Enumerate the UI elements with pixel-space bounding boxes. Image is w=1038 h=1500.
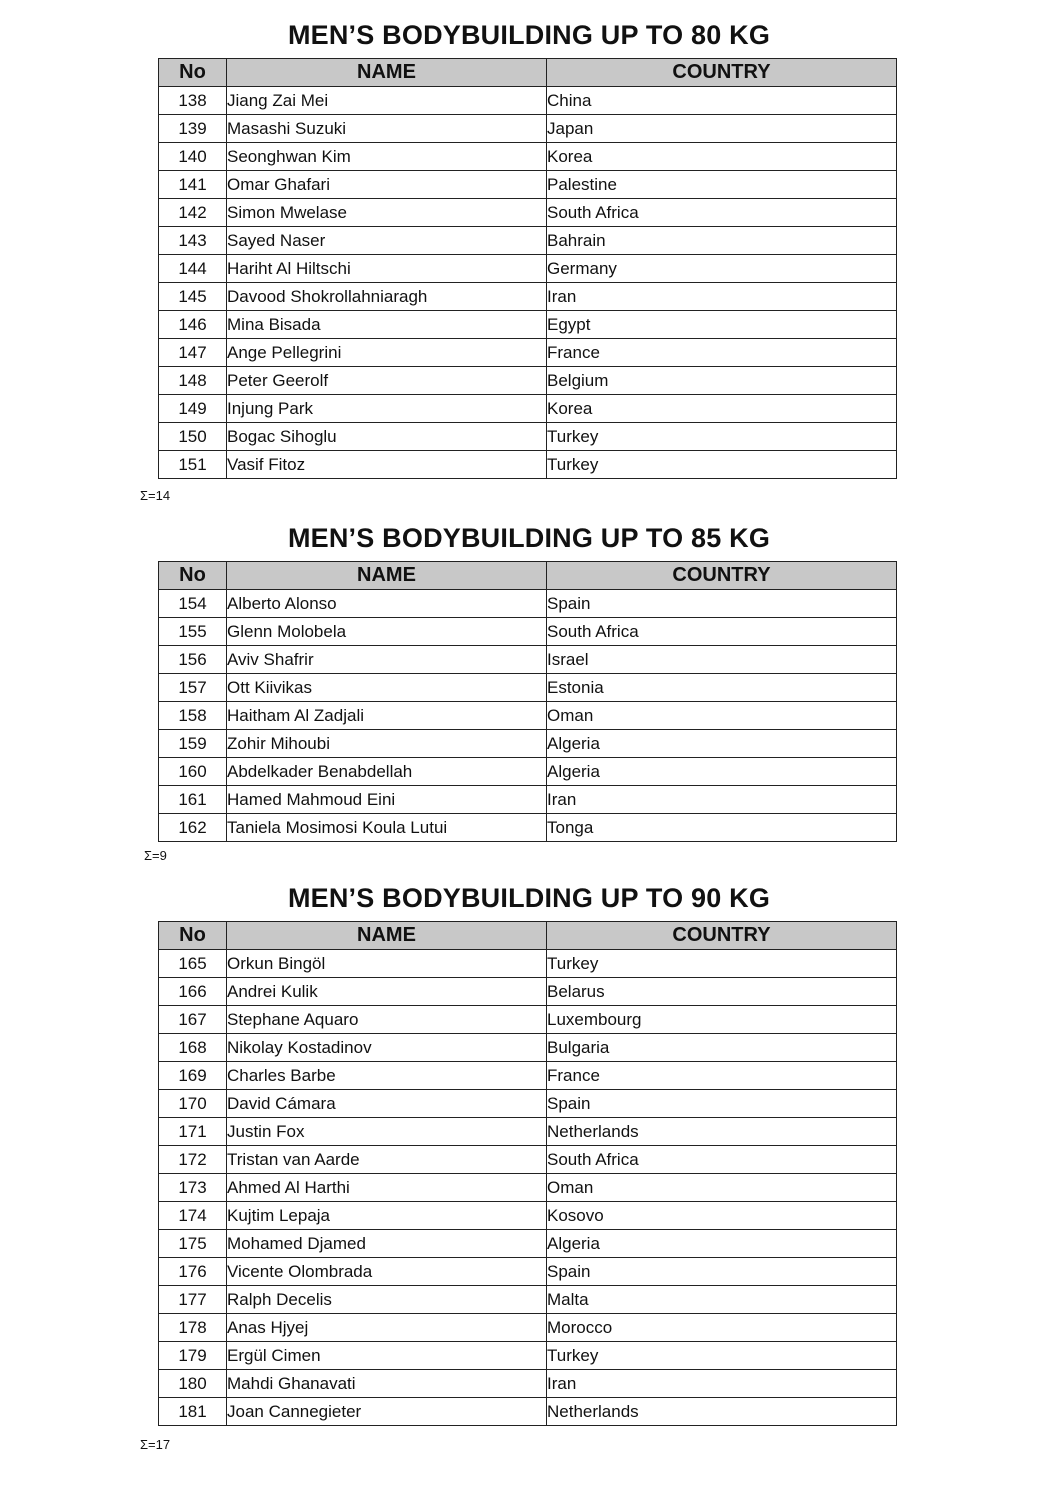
cell-no: 149 xyxy=(159,395,227,423)
cell-name: Alberto Alonso xyxy=(227,590,547,618)
table-row xyxy=(159,1146,897,1174)
table-row xyxy=(159,1370,897,1398)
cell-country: Israel xyxy=(547,646,897,674)
cell-country: Tonga xyxy=(547,814,897,842)
cell-no: 168 xyxy=(159,1034,227,1062)
roster-table xyxy=(158,921,897,1426)
cell-name: Anas Hjyej xyxy=(227,1314,547,1342)
cell-country: Oman xyxy=(547,702,897,730)
cell-country: Bulgaria xyxy=(547,1034,897,1062)
cell-country: Estonia xyxy=(547,674,897,702)
cell-name: Charles Barbe xyxy=(227,1062,547,1090)
table-row xyxy=(159,702,897,730)
cell-no: 144 xyxy=(159,255,227,283)
cell-name: Joan Cannegieter xyxy=(227,1398,547,1426)
cell-country: Turkey xyxy=(547,1342,897,1370)
cell-name: Stephane Aquaro xyxy=(227,1006,547,1034)
cell-no: 158 xyxy=(159,702,227,730)
cell-no: 138 xyxy=(159,87,227,115)
cell-country: Japan xyxy=(547,115,897,143)
table-row xyxy=(159,311,897,339)
cell-country: Algeria xyxy=(547,730,897,758)
cell-no: 171 xyxy=(159,1118,227,1146)
table-row xyxy=(159,674,897,702)
header-name: NAME xyxy=(227,562,547,590)
cell-no: 180 xyxy=(159,1370,227,1398)
cell-no: 172 xyxy=(159,1146,227,1174)
cell-name: Vicente Olombrada xyxy=(227,1258,547,1286)
table-row xyxy=(159,451,897,479)
cell-no: 160 xyxy=(159,758,227,786)
table-row xyxy=(159,646,897,674)
cell-no: 177 xyxy=(159,1286,227,1314)
category-section-80kg xyxy=(0,18,1038,503)
cell-name: Injung Park xyxy=(227,395,547,423)
table-row xyxy=(159,423,897,451)
cell-name: Bogac Sihoglu xyxy=(227,423,547,451)
cell-country: Morocco xyxy=(547,1314,897,1342)
table-row xyxy=(159,227,897,255)
cell-no: 161 xyxy=(159,786,227,814)
cell-no: 170 xyxy=(159,1090,227,1118)
cell-no: 175 xyxy=(159,1230,227,1258)
cell-country: Netherlands xyxy=(547,1118,897,1146)
cell-name: Abdelkader Benabdellah xyxy=(227,758,547,786)
cell-name: David Cámara xyxy=(227,1090,547,1118)
cell-name: Tristan van Aarde xyxy=(227,1146,547,1174)
table-row xyxy=(159,590,897,618)
cell-country: Iran xyxy=(547,786,897,814)
cell-name: Zohir Mihoubi xyxy=(227,730,547,758)
table-row xyxy=(159,115,897,143)
cell-country: Algeria xyxy=(547,1230,897,1258)
cell-name: Hariht Al Hiltschi xyxy=(227,255,547,283)
table-row xyxy=(159,143,897,171)
table-row xyxy=(159,1202,897,1230)
cell-country: Turkey xyxy=(547,950,897,978)
cell-country: Spain xyxy=(547,1090,897,1118)
table-row xyxy=(159,1286,897,1314)
cell-name: Davood Shokrollahniaragh xyxy=(227,283,547,311)
table-row xyxy=(159,1006,897,1034)
table-row xyxy=(159,618,897,646)
cell-country: Spain xyxy=(547,1258,897,1286)
cell-name: Ahmed Al Harthi xyxy=(227,1174,547,1202)
cell-no: 155 xyxy=(159,618,227,646)
cell-no: 176 xyxy=(159,1258,227,1286)
header-no: No xyxy=(159,922,227,950)
cell-no: 154 xyxy=(159,590,227,618)
cell-no: 162 xyxy=(159,814,227,842)
table-row xyxy=(159,950,897,978)
cell-no: 169 xyxy=(159,1062,227,1090)
header-country: COUNTRY xyxy=(547,59,897,87)
cell-country: Egypt xyxy=(547,311,897,339)
cell-country: Belgium xyxy=(547,367,897,395)
cell-name: Kujtim Lepaja xyxy=(227,1202,547,1230)
table-row xyxy=(159,1230,897,1258)
cell-name: Andrei Kulik xyxy=(227,978,547,1006)
cell-no: 156 xyxy=(159,646,227,674)
table-row xyxy=(159,1258,897,1286)
cell-no: 146 xyxy=(159,311,227,339)
cell-no: 166 xyxy=(159,978,227,1006)
header-country: COUNTRY xyxy=(547,922,897,950)
cell-country: Netherlands xyxy=(547,1398,897,1426)
cell-no: 139 xyxy=(159,115,227,143)
cell-country: Turkey xyxy=(547,423,897,451)
cell-country: France xyxy=(547,1062,897,1090)
cell-name: Nikolay Kostadinov xyxy=(227,1034,547,1062)
cell-country: Luxembourg xyxy=(547,1006,897,1034)
cell-name: Omar Ghafari xyxy=(227,171,547,199)
cell-name: Orkun Bingöl xyxy=(227,950,547,978)
cell-country: Oman xyxy=(547,1174,897,1202)
table-row xyxy=(159,367,897,395)
cell-country: Spain xyxy=(547,590,897,618)
header-country: COUNTRY xyxy=(547,562,897,590)
category-title: MEN’S BODYBUILDING UP TO 85 KG xyxy=(287,523,771,553)
cell-name: Simon Mwelase xyxy=(227,199,547,227)
cell-country: South Africa xyxy=(547,618,897,646)
table-row xyxy=(159,758,897,786)
table-row xyxy=(159,1034,897,1062)
cell-no: 174 xyxy=(159,1202,227,1230)
table-row xyxy=(159,978,897,1006)
cell-country: Bahrain xyxy=(547,227,897,255)
table-header-row xyxy=(159,922,897,950)
table-row xyxy=(159,395,897,423)
cell-name: Sayed Naser xyxy=(227,227,547,255)
cell-name: Peter Geerolf xyxy=(227,367,547,395)
cell-no: 159 xyxy=(159,730,227,758)
category-title: MEN’S BODYBUILDING UP TO 90 KG xyxy=(287,883,771,913)
table-row xyxy=(159,1118,897,1146)
cell-name: Glenn Molobela xyxy=(227,618,547,646)
cell-no: 181 xyxy=(159,1398,227,1426)
cell-no: 167 xyxy=(159,1006,227,1034)
cell-country: Turkey xyxy=(547,451,897,479)
cell-no: 178 xyxy=(159,1314,227,1342)
cell-name: Ergül Cimen xyxy=(227,1342,547,1370)
table-row xyxy=(159,1062,897,1090)
athlete-count: Σ=17 xyxy=(140,1437,171,1452)
cell-country: South Africa xyxy=(547,199,897,227)
cell-name: Mahdi Ghanavati xyxy=(227,1370,547,1398)
header-name: NAME xyxy=(227,59,547,87)
athlete-count: Σ=9 xyxy=(144,848,167,863)
cell-country: Germany xyxy=(547,255,897,283)
cell-no: 145 xyxy=(159,283,227,311)
table-row xyxy=(159,171,897,199)
table-row xyxy=(159,1342,897,1370)
cell-country: Belarus xyxy=(547,978,897,1006)
cell-name: Ralph Decelis xyxy=(227,1286,547,1314)
cell-country: China xyxy=(547,87,897,115)
cell-country: Iran xyxy=(547,283,897,311)
cell-name: Hamed Mahmoud Eini xyxy=(227,786,547,814)
cell-name: Mohamed Djamed xyxy=(227,1230,547,1258)
cell-name: Ange Pellegrini xyxy=(227,339,547,367)
cell-no: 140 xyxy=(159,143,227,171)
table-row xyxy=(159,255,897,283)
athlete-count: Σ=14 xyxy=(140,488,171,503)
cell-name: Ott Kiivikas xyxy=(227,674,547,702)
roster-table xyxy=(158,58,897,479)
cell-name: Seonghwan Kim xyxy=(227,143,547,171)
cell-country: South Africa xyxy=(547,1146,897,1174)
table-row xyxy=(159,199,897,227)
cell-country: Palestine xyxy=(547,171,897,199)
category-title: MEN’S BODYBUILDING UP TO 80 KG xyxy=(287,20,771,50)
cell-country: France xyxy=(547,339,897,367)
cell-name: Masashi Suzuki xyxy=(227,115,547,143)
cell-no: 173 xyxy=(159,1174,227,1202)
cell-country: Malta xyxy=(547,1286,897,1314)
cell-name: Taniela Mosimosi Koula Lutui xyxy=(227,814,547,842)
cell-no: 150 xyxy=(159,423,227,451)
category-section-85kg xyxy=(0,521,1038,863)
cell-country: Iran xyxy=(547,1370,897,1398)
cell-no: 157 xyxy=(159,674,227,702)
cell-no: 142 xyxy=(159,199,227,227)
table-row xyxy=(159,87,897,115)
table-row xyxy=(159,730,897,758)
table-header-row xyxy=(159,59,897,87)
roster-table xyxy=(158,561,897,842)
table-row xyxy=(159,1398,897,1426)
cell-name: Vasif Fitoz xyxy=(227,451,547,479)
cell-country: Korea xyxy=(547,143,897,171)
category-section-90kg xyxy=(0,881,1038,1452)
cell-country: Korea xyxy=(547,395,897,423)
table-header-row xyxy=(159,562,897,590)
cell-no: 165 xyxy=(159,950,227,978)
table-row xyxy=(159,814,897,842)
cell-no: 143 xyxy=(159,227,227,255)
cell-country: Algeria xyxy=(547,758,897,786)
table-row xyxy=(159,786,897,814)
cell-name: Haitham Al Zadjali xyxy=(227,702,547,730)
cell-no: 147 xyxy=(159,339,227,367)
cell-name: Justin Fox xyxy=(227,1118,547,1146)
table-row xyxy=(159,339,897,367)
cell-no: 141 xyxy=(159,171,227,199)
header-name: NAME xyxy=(227,922,547,950)
cell-name: Aviv Shafrir xyxy=(227,646,547,674)
table-row xyxy=(159,1174,897,1202)
cell-no: 148 xyxy=(159,367,227,395)
header-no: No xyxy=(159,59,227,87)
header-no: No xyxy=(159,562,227,590)
cell-name: Mina Bisada xyxy=(227,311,547,339)
table-row xyxy=(159,1314,897,1342)
table-row xyxy=(159,1090,897,1118)
cell-no: 179 xyxy=(159,1342,227,1370)
table-row xyxy=(159,283,897,311)
cell-no: 151 xyxy=(159,451,227,479)
cell-name: Jiang Zai Mei xyxy=(227,87,547,115)
cell-country: Kosovo xyxy=(547,1202,897,1230)
